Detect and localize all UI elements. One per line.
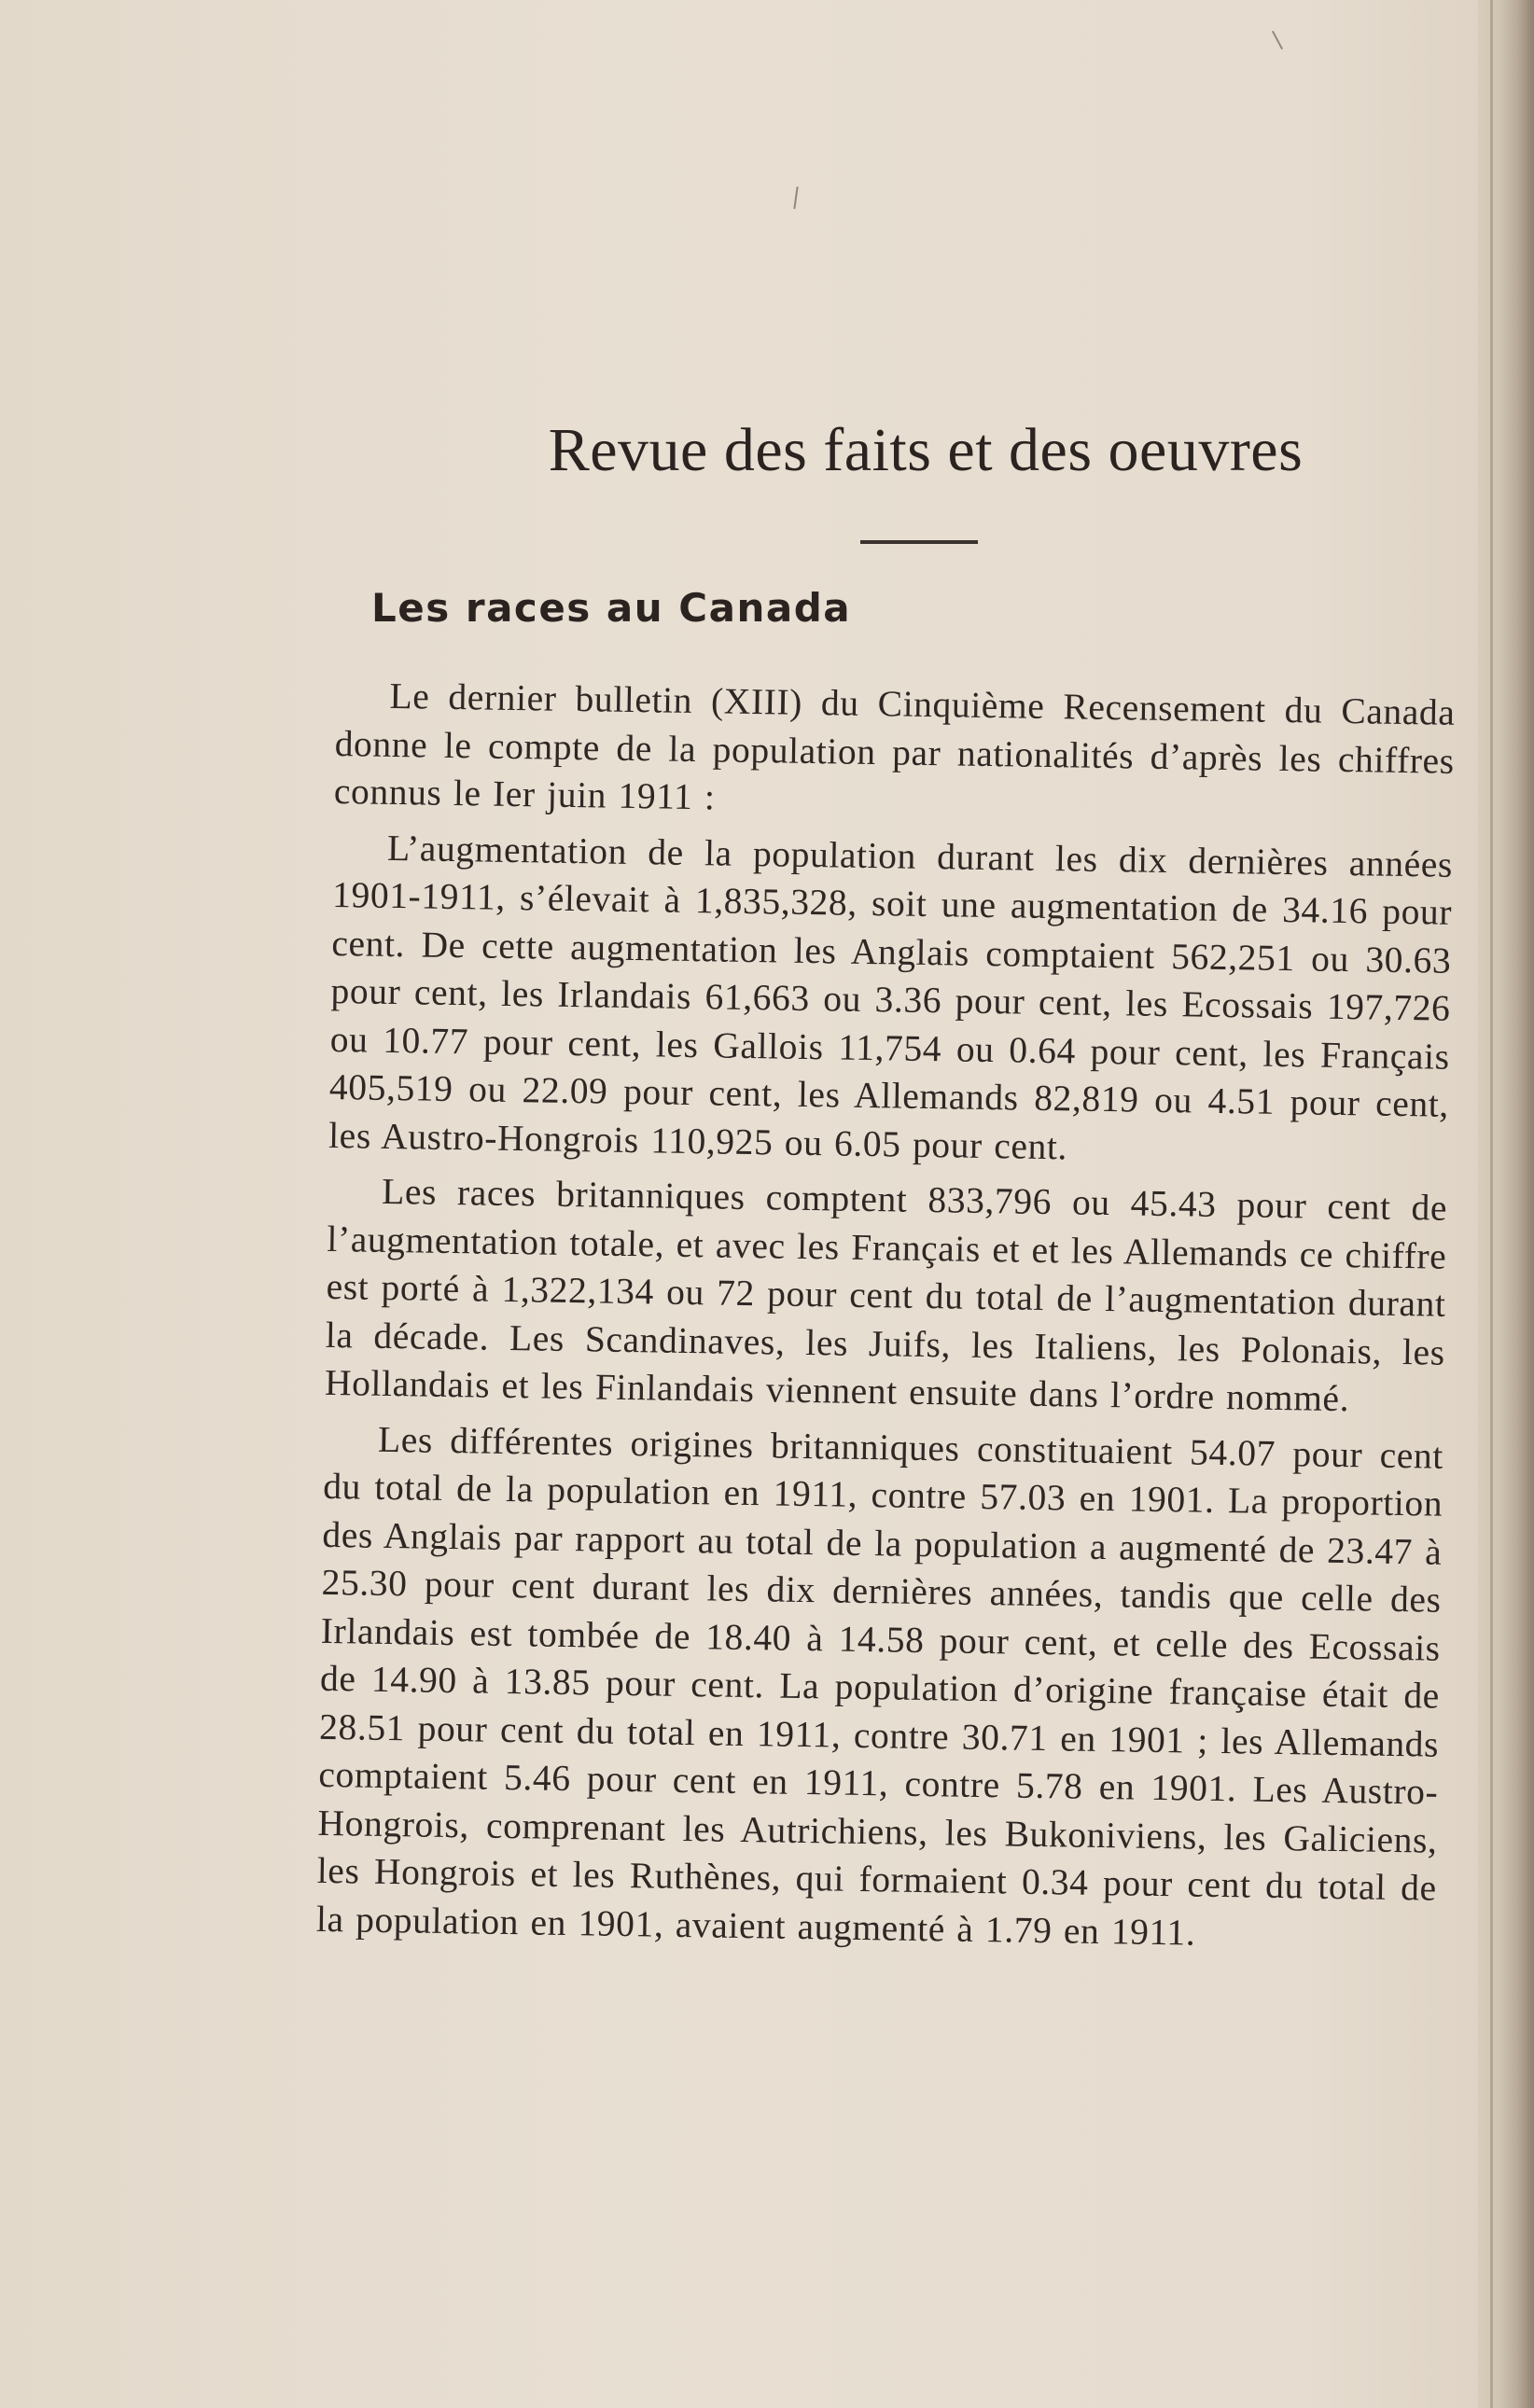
section-heading: Les races au Canada: [371, 585, 852, 631]
paragraph-2: L’augmentation de la population durant les dix dernières années 1901-1911, s’élevait à 1,835,328, soit une augmentation de 34.16 pour cent. De cette augmentation les Anglais comptaient 562,251 ou 30.63 pour cent, les Irlandais 61,663 ou 3.36 pour cent, les Ecossais 197,726 ou 10.77 pour cent, les Gallois 11,754 ou 0.64 pour cent, les Français 405,519 ou 22.09 pour cent, les Allemands 82,819 ou 4.51 pour cent, les Austro-Hongrois 110,925 ou 6.05 pour cent.: [328, 827, 1454, 1167]
page-binding-edge: [1478, 0, 1534, 2408]
paragraph-4: Les différentes origines britanniques constituaient 54.07 pour cent du total de la population en 1911, contre 57.03 en 1901. La proportion des Anglais par rapport au total de la population a augmenté de 23.47 à 25.30 pour cent durant les dix dernières années, tandis que celle des Irlandais est tombée de 18.40 à 14.58 pour cent, et celle des Ecossais de 14.90 à 13.85 pour cent. La population d’origine française était de 28.51 pour cent du total en 1911, contre 30.71 en 1901 ; les Allemands comptaient 5.46 pour cent en 1911, contre 5.78 en 1901. Les Austro-Hongrois, comprenant les Autrichiens, les Bukoniviens, les Galiciens, les Hongrois et les Ruthènes, qui formaient 0.34 pour cent du total de la population en 1901, avaient augmenté à 1.79 en 1911.: [315, 1418, 1444, 1954]
page-binding-shadow: [1490, 0, 1493, 2408]
paper-speck: [1272, 31, 1283, 49]
page-title: Revue des faits et des oeuvres: [548, 416, 1304, 484]
paragraph-3: Les races britanniques comptent 833,796 ou 45.43 pour cent de l’augmentation totale, et avec les Français et et les Allemands ce chiffre est porté à 1,322,134 ou 72 pour cent du total de l’augmentation durant la décade. Les Scandinaves, les Juifs, les Italiens, les Polonais, les Hollandais et les Finlandais viennent ensuite dans l’ordre nommé.: [324, 1170, 1448, 1420]
paper-speck: [793, 187, 798, 209]
paragraph-1: Le dernier bulletin (XIII) du Cinquième Recensement du Canada donne le compte de la population par nationalités d’après les chiffres connus le Ier juin 1911 :: [333, 675, 1456, 818]
title-rule-divider: [860, 540, 978, 544]
article-body: [315, 672, 1455, 1969]
